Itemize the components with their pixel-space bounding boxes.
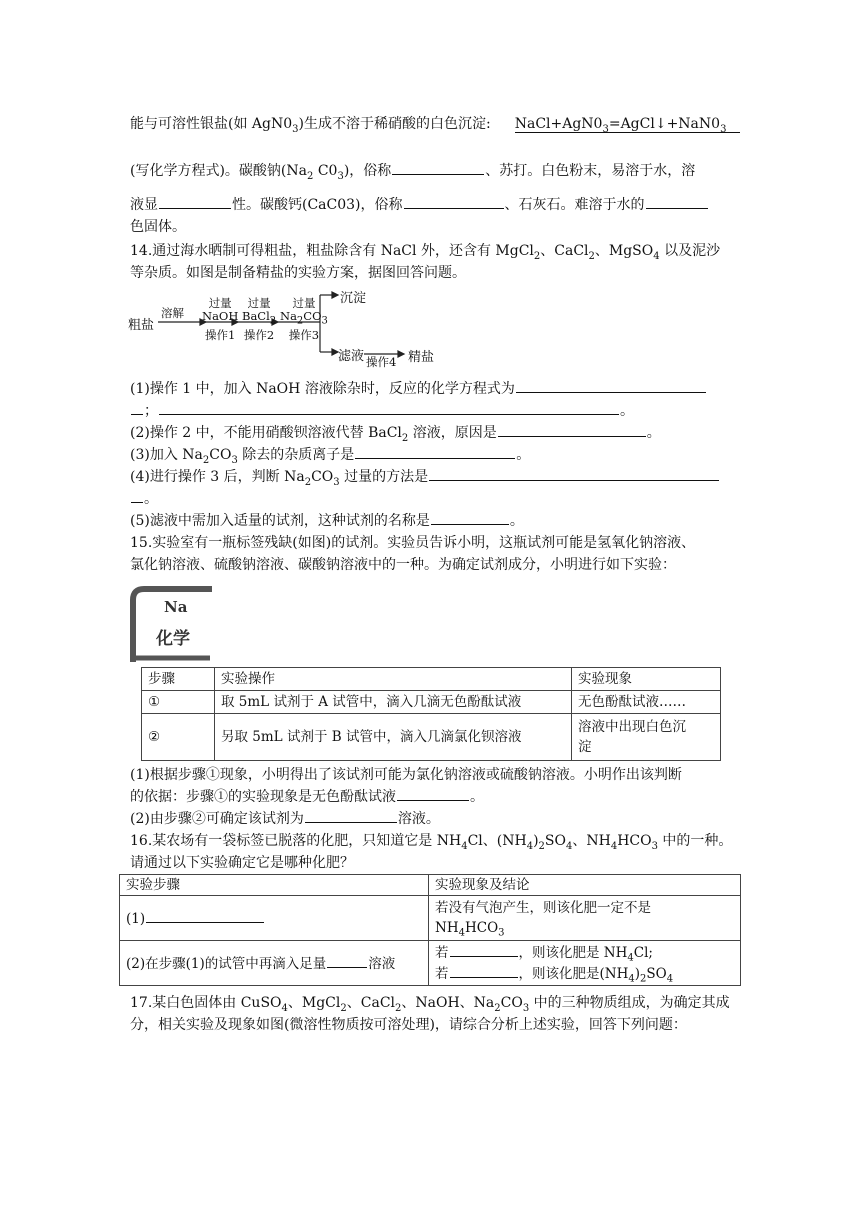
table-row: ① 取 5mL 试剂于 A 试管中，滴入几滴无色酚酞试液 无色酚酞试液……	[142, 691, 721, 714]
q14-part5: (5)滤液中需加入适量的试剂，这种试剂的名称是 。	[130, 510, 732, 532]
blank-step1[interactable]	[146, 908, 264, 923]
q17-line2: 分，相关实验及现象如图(微溶性物质按可溶处理)，请综合分析上述实验，回答下列问题：	[130, 1017, 687, 1033]
q14-part4-cont: 。	[130, 488, 732, 510]
q15-part1-cont: 的依据：步骤①的实验现象是无色酚酞试液 。	[130, 786, 732, 808]
flow-step2: 过量 BaCl$_2$ 操作2	[242, 296, 277, 342]
q15-part2: (2)由步骤②可确定该试剂为 溶液。	[130, 808, 732, 830]
blank-solution-property[interactable]	[159, 194, 231, 209]
blank-color[interactable]	[646, 194, 708, 209]
flow-filtrate: 滤液	[338, 349, 365, 364]
q14-part4: (4)进行操作 3 后，判断 $Na_2CO_3$ 过量的方法是	[130, 466, 732, 488]
label-huaxue: 化学	[156, 629, 190, 649]
blank-naoh-equation-2[interactable]	[159, 400, 619, 415]
blank-phenomenon-1[interactable]	[450, 942, 518, 957]
q15-line1: 15.实验室有一瓶标签残缺(如图)的试剂。实验员告诉小明，这瓶试剂可能是氢氧化钠溶液、	[130, 535, 696, 551]
blank-reagent-name[interactable]	[431, 510, 509, 525]
flow-step3: 过量 $Na_2CO_3$ 操作3	[280, 296, 328, 342]
reagent-bottle-label	[130, 586, 212, 664]
q14-part2: (2)操作 2 中，不能用硝酸钡溶液代替 BaCl$_2$ 溶液，原因是 。	[130, 422, 732, 444]
table-row: ② 另取 5mL 试剂于 B 试管中，滴入几滴氯化钡溶液 溶液中出现白色沉 淀	[142, 714, 721, 761]
flow-crude-salt: 粗盐	[128, 318, 155, 333]
text-line-solid: 色固体。	[130, 219, 186, 235]
blank-excess-method[interactable]	[429, 466, 719, 481]
answer-silver-equation: $NaCl+AgN0_3=AgCl↓+NaN0_3$	[515, 116, 741, 133]
q14-line1: 14.通过海水晒制可得粗盐，粗盐除含有 NaCl 外，还含有 MgCl$_2$、CaCl$_2$、MgSO$_4$ 以及泥沙	[130, 243, 721, 262]
table-row: (2)在步骤(1)的试管中再滴入足量 溶液 若 ，则该化肥是 $NH_4Cl$; 若 ，则该化肥是$(NH_4)_2SO_4$	[120, 941, 741, 986]
q17-line1: 17.某白色固体由 CuSO$_4$、MgCl$_2$、CaCl$_2$、NaOH、$Na_2CO_3$ 中的三种物质组成，为确定其成	[130, 995, 730, 1014]
q16-line2: 请通过以下实验确定它是哪种化肥？	[130, 855, 354, 871]
blank-calcium-name[interactable]	[404, 194, 504, 209]
flow-step1: 过量 NaOH 操作1	[202, 296, 239, 342]
q14-part1: (1)操作 1 中，加入 NaOH 溶液除杂时，反应的化学方程式为	[130, 378, 732, 400]
flow-refined-salt: 精盐	[408, 350, 435, 365]
blank-phenomenon-2[interactable]	[450, 963, 518, 978]
table-row: (1) 若没有气泡产生，则该化肥一定不是 $NH_4HCO_3$	[120, 896, 741, 941]
table-header: 步骤 实验操作 实验现象	[142, 668, 721, 691]
q15-part1: (1)根据步骤①现象，小明得出了该试剂可能为氯化钠溶液或硫酸钠溶液。小明作出该判断	[130, 767, 682, 783]
q14-line2: 等杂质。如图是制备精盐的实验方案，据图回答问题。	[130, 265, 466, 281]
q15-line2: 氯化钠溶液、硫酸钠溶液、碳酸钠溶液中的一种。为确定试剂成分，小明进行如下实验：	[130, 557, 676, 573]
text-line-silver-salt: 能与可溶性银盐(如 $AgN0_3$)生成不溶于稀硝酸的白色沉淀: $NaCl+AgN0_3=AgCl↓+NaN0_3$	[130, 113, 732, 135]
blank-step2-reagent[interactable]	[327, 953, 367, 968]
flow-dissolve: 溶解	[161, 306, 184, 320]
label-na: Na	[164, 598, 188, 616]
salt-purification-flowchart	[128, 290, 448, 370]
blank-naoh-equation-1[interactable]	[516, 378, 706, 393]
q14-part3: (3)加入 $Na_2CO_3$ 除去的杂质离子是 。	[130, 444, 732, 466]
blank-impurity-ion[interactable]	[355, 444, 515, 459]
flow-precipitate: 沉淀	[340, 291, 367, 306]
table-header: 实验步骤 实验现象及结论	[120, 875, 741, 896]
q16-experiment-table	[119, 874, 741, 986]
text-line-sodium-carbonate: (写化学方程式)。碳酸钠($Na_2$ $C0_3$)，俗称 、苏打。白色粉末，易溶于水，溶	[130, 160, 732, 182]
q15-experiment-table	[141, 667, 721, 761]
q14-part1-cont: ； 。	[130, 400, 732, 422]
blank-common-name[interactable]	[392, 160, 484, 175]
blank-barium-reason[interactable]	[498, 422, 646, 437]
blank-phenolphthalein[interactable]	[397, 786, 469, 801]
flow-step4: 操作4	[366, 355, 397, 369]
q16-line1: 16.某农场有一袋标签已脱落的化肥，只知道它是 $NH_4Cl$、$(NH_4)_2SO_4$、$NH_4HCO_3$ 中的一种。	[130, 833, 733, 852]
text-line-calcium-carbonate: 液显 性。碳酸钙(CaC03)，俗称 、石灰石。难溶于水的	[130, 194, 732, 216]
blank-reagent-identity[interactable]	[305, 808, 397, 823]
